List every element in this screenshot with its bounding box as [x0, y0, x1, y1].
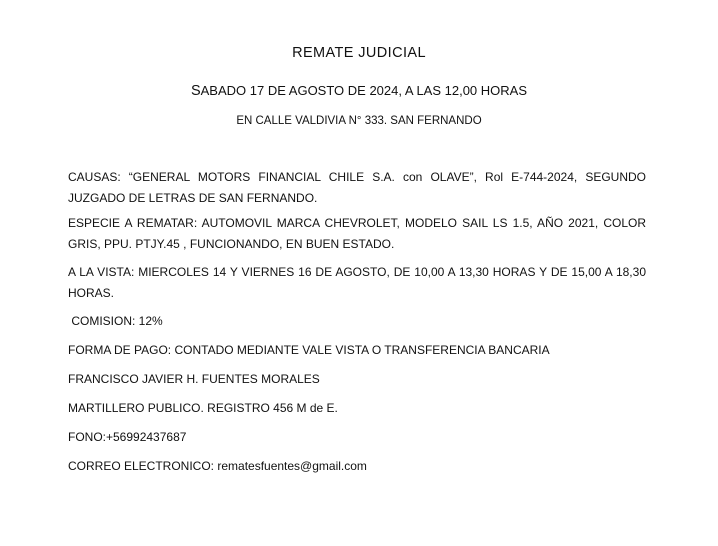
forma-pago-line: FORMA DE PAGO: CONTADO MEDIANTE VALE VISTA O TRANSFERENCIA BANCARIA [68, 343, 550, 357]
auction-date-rest: ABADO 17 DE AGOSTO DE 2024, A LAS 12,00 HORAS [200, 83, 528, 98]
auction-date-initial: S [190, 83, 201, 99]
causas-paragraph: CAUSAS: “GENERAL MOTORS FINANCIAL CHILE S.A. con OLAVE”, Rol E-744-2024, SEGUNDO JUZGADO DE LETRAS DE SAN FERNANDO. [68, 170, 646, 205]
martillero-registro-line: MARTILLERO PUBLICO. REGISTRO 456 M de E. [68, 401, 338, 415]
notice-title: REMATE JUDICIAL [292, 45, 426, 61]
auction-location: EN CALLE VALDIVIA N° 333. SAN FERNANDO [236, 115, 482, 127]
auction-date [0, 83, 718, 99]
correo-line: CORREO ELECTRONICO: rematesfuentes@gmail.com [68, 459, 367, 473]
vista-paragraph: A LA VISTA: MIERCOLES 14 Y VIERNES 16 DE AGOSTO, DE 10,00 A 13,30 HORAS Y DE 15,00 A 18,30 HORAS. [68, 265, 646, 300]
especie-paragraph: ESPECIE A REMATAR: AUTOMOVIL MARCA CHEVROLET, MODELO SAIL LS 1.5, AÑO 2021, COLOR GRIS, PPU. PTJY.45 , FUNCIONANDO, EN BUEN ESTADO. [68, 216, 646, 251]
martillero-name-line: FRANCISCO JAVIER H. FUENTES MORALES [68, 372, 320, 386]
fono-line: FONO:+56992437687 [68, 430, 187, 444]
comision-line: COMISION: 12% [68, 314, 163, 328]
